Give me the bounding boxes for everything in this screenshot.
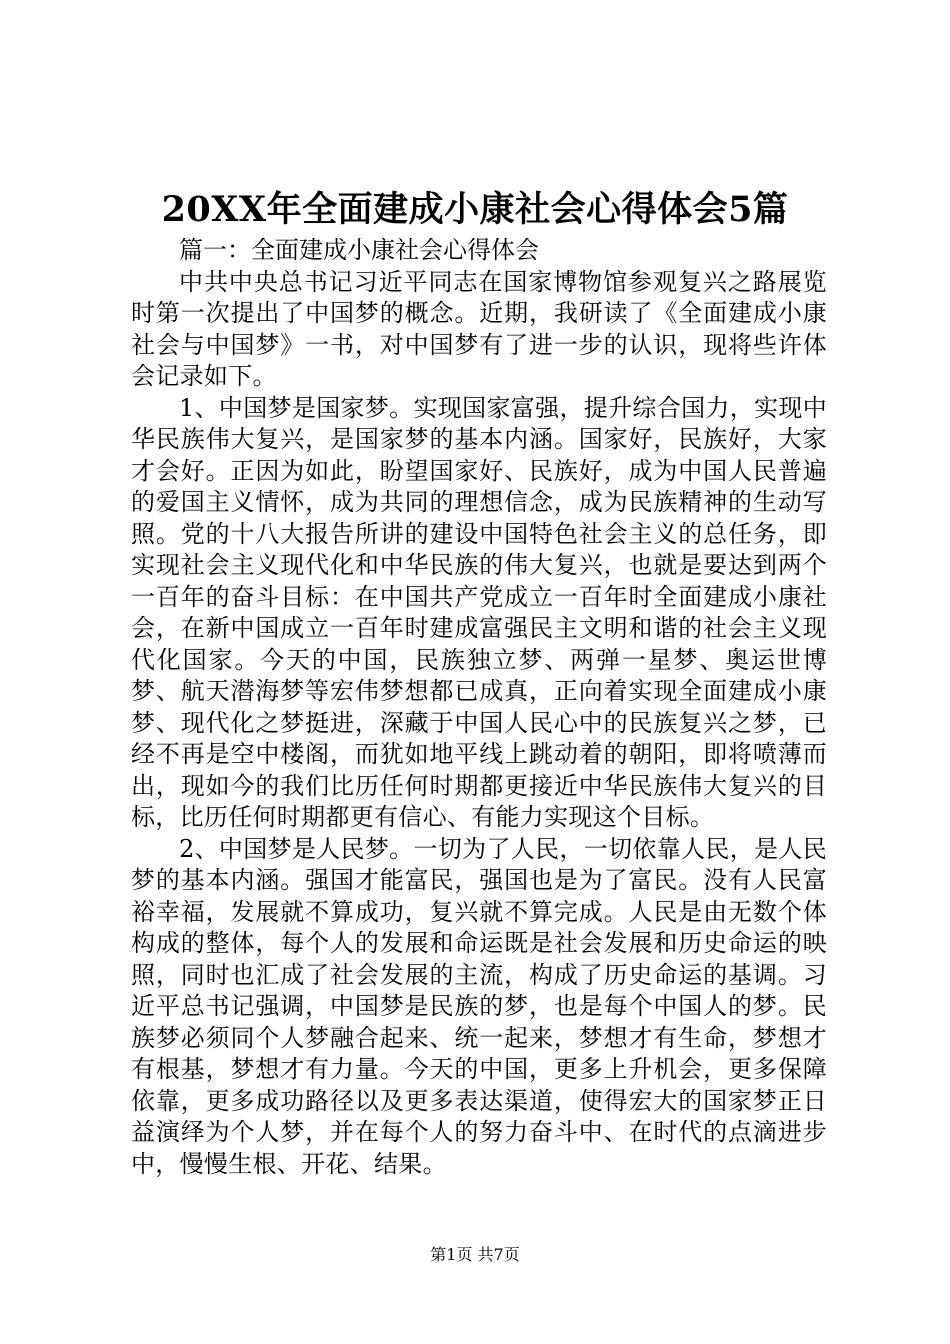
document-title: 20XX年全面建成小康社会心得体会5篇 (161, 189, 789, 230)
paragraph-national-dream: 1、中国梦是国家梦。实现国家富强，提升综合国力，实现中华民族伟大复兴，是国家梦的基本内涵。国家好，民族好，大家才会好。正因为如此，盼望国家好、民族好，成为中国人民普遍的爱国主义情怀，成为共同的理想信念，成为民族精神的生动写照。党的十八大报告所讲的建设中国特色社会主义的总任务，即实现社会主义现代化和中华民族的伟大复兴，也就是要达到两个一百年的奋斗目标：在中国共产党成立一百年时全面建成小康社会，在新中国成立一百年时建成富强民主文明和谐的社会主义现代化国家。今天的中国，民族独立梦、两弹一星梦、奥运世博梦、航天潜海梦等宏伟梦想都已成真，正向着实现全面建成小康梦、现代化之梦挺进，深藏于中国人民心中的民族复兴之梦，已经不再是空中楼阁，而犹如地平线上跳动着的朝阳，即将喷薄而出，现如今的我们比历任何时期都更接近中华民族伟大复兴的目标，比历任何时期都更有信心、有能力实现这个目标。 (131, 393, 827, 831)
document-body (131, 235, 827, 1180)
section-heading: 篇一：全面建成小康社会心得体会 (179, 236, 539, 264)
paragraph-intro: 中共中央总书记习近平同志在国家博物馆参观复兴之路展览时第一次提出了中国梦的概念。近期，我研读了《全面建成小康社会与中国梦》一书，对中国梦有了进一步的认识，现将些许体会记录如下。 (131, 267, 827, 390)
page-footer: 第1页 共7页 (430, 1245, 520, 1264)
paragraph-people-dream: 2、中国梦是人民梦。一切为了人民，一切依靠人民，是人民梦的基本内涵。强国才能富民，强国也是为了富民。没有人民富裕幸福，发展就不算成功，复兴就不算完成。人民是由无数个体构成的整体，每个人的发展和命运既是社会发展和历史命运的映照，同时也汇成了社会发展的主流，构成了历史命运的基调。习近平总书记强调，中国梦是民族的梦，也是每个中国人的梦。民族梦必须同个人梦融合起来、统一起来，梦想才有生命，梦想才有根基，梦想才有力量。今天的中国，更多上升机会，更多保障依靠，更多成功路径以及更多表达渠道，使得宏大的国家梦正日益演绎为个人梦，并在每个人的努力奋斗中、在时代的点滴进步中，慢慢生根、开花、结果。 (131, 834, 827, 1178)
